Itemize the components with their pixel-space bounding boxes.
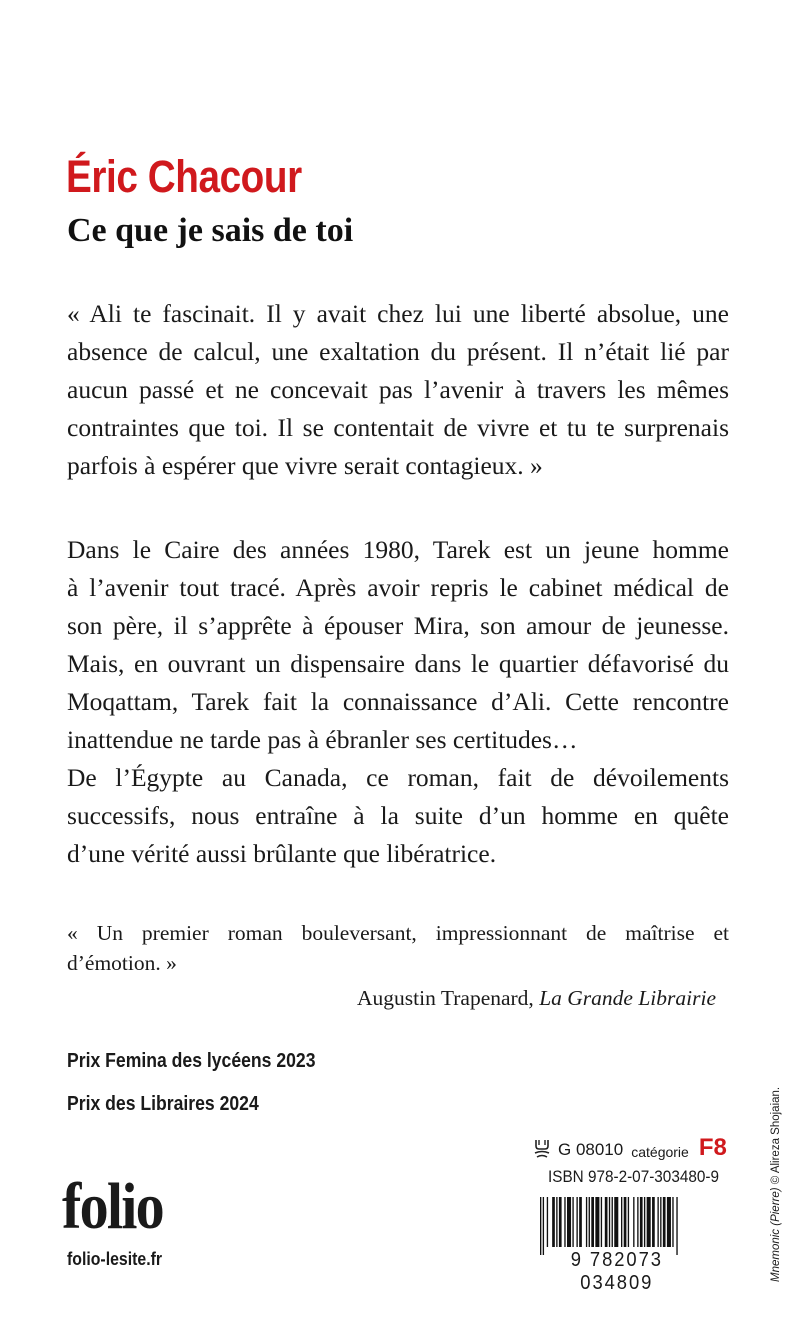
quote-line: « Ali te fascinait. Il y avait chez lui une liberté absolue, une (67, 299, 729, 328)
book-title: Ce que je sais de toi (67, 212, 354, 249)
category-code: F8 (698, 1134, 727, 1161)
summary-line: Mais, en ouvrant un dispensaire dans le quartier défavorisé du (67, 649, 729, 678)
barcode-digits: 9 782073 034809 (570, 1249, 663, 1294)
barcode-icon (534, 1197, 714, 1255)
barcode-block (534, 1197, 714, 1294)
gallimard-icon (532, 1138, 552, 1160)
summary-line: inattendue ne tarde pas à ébranler ses certitudes… (67, 725, 578, 754)
book-summary (67, 531, 729, 873)
review-line: « Un premier roman bouleversant, impressionnant de maîtrise et (67, 921, 729, 945)
cover-credit (770, 1087, 782, 1282)
review-line: d’émotion. » (67, 951, 177, 975)
prize-libraires: Prix des Libraires 2024 (67, 1093, 259, 1115)
review-attribution (357, 983, 716, 1013)
quote-line: parfois à espérer que vivre serait contagieux. » (67, 451, 543, 480)
summary-line: d’une vérité aussi brûlante que libératrice. (67, 839, 497, 868)
review-author: Augustin Trapenard, (357, 986, 534, 1010)
credit-artwork: Mnemonic (Pierre) (770, 1187, 782, 1282)
quote-line: contraintes que toi. Il se contentait de vivre et tu te surprenais (67, 413, 729, 442)
catalog-info (532, 1136, 727, 1160)
quote-line: absence de calcul, une exaltation du présent. Il n’était lié par (67, 337, 729, 366)
quote-line: aucun passé et ne concevait pas l’avenir à travers les mêmes (67, 375, 729, 404)
publisher-logo: folio (62, 1170, 163, 1243)
summary-line: Moqattam, Tarek fait la connaissance d’Ali. Cette rencontre (67, 687, 729, 716)
summary-line: successifs, nous entraîne à la suite d’un homme en quête (67, 801, 729, 830)
credit-artist: © Alireza Shojaian. (770, 1086, 782, 1185)
summary-line: son père, il s’apprête à épouser Mira, son amour de jeunesse. (67, 611, 729, 640)
summary-line: à l’avenir tout tracé. Après avoir repris le cabinet médical de (67, 573, 729, 602)
publisher-website: folio-lesite.fr (67, 1249, 163, 1269)
prize-femina: Prix Femina des lycéens 2023 (67, 1050, 316, 1072)
summary-line: De l’Égypte au Canada, ce roman, fait de dévoilements (67, 763, 729, 792)
excerpt-quote (67, 295, 729, 485)
catalog-code: G 08010 (558, 1140, 624, 1159)
summary-line: Dans le Caire des années 1980, Tarek est un jeune homme (67, 535, 729, 564)
isbn-number: ISBN 978-2-07-303480-9 (548, 1167, 719, 1186)
author-name: Éric Chacour (66, 151, 302, 202)
category-label: catégorie (631, 1144, 689, 1160)
press-review (67, 918, 729, 978)
review-source: La Grande Librairie (539, 986, 716, 1010)
